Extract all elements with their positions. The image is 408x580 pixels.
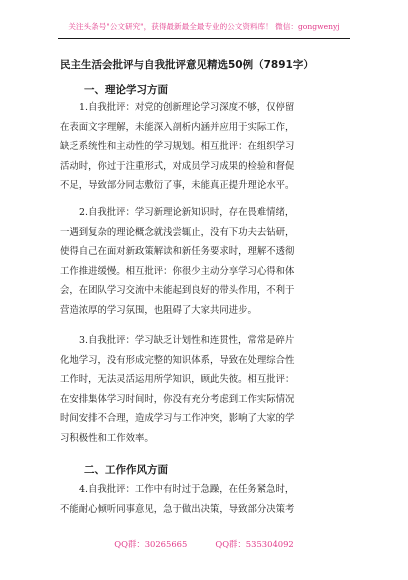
section-heading-theory: 一、理论学习方面: [84, 84, 168, 96]
paragraph-line: 不足，导致部分同志敷衍了事，未能真正提升理论水平。: [60, 180, 295, 191]
section-heading-work-style: 二、工作作风方面: [84, 464, 168, 476]
document-title: 民主生活会批评与自我批评意见精选50例（7891字）: [60, 59, 314, 71]
paragraph-3: [60, 331, 351, 448]
paragraph-line: 3.自我批评：学习缺乏计划性和连贯性，常常是碎片: [79, 335, 295, 346]
paragraph-line: 时间安排不合理，造成学习与工作冲突，影响了大家的学: [60, 413, 295, 424]
paragraph-2: [60, 203, 351, 320]
paragraph-line: 工作推进缓慢。相互批评：你很少主动分享学习心得和体: [60, 265, 295, 277]
paragraph-line: 缺乏系统性和主动性的学习规划。相互批评：在组织学习: [60, 141, 295, 152]
paragraph-line: 在表面文字理解，未能深入剖析内涵并应用于实际工作，: [60, 121, 295, 133]
paragraph-line: 4.自我批评：工作中有时过于急躁，在任务紧急时，: [79, 484, 295, 495]
footer-qq-group-2: QQ群：535304092: [215, 539, 294, 549]
paragraph-line: 2.自我批评：学习新理论新知识时，存在畏难情绪，: [79, 207, 295, 218]
paragraph-line: 会，在团队学习交流中未能起到良好的带头作用，不利于: [60, 285, 295, 296]
paragraph-line: 活动时，你过于注重形式，对成员学习成果的检验和督促: [60, 160, 295, 172]
paragraph-line: 工作时，无法灵活运用所学知识，顾此失彼。相互批评：: [60, 374, 295, 385]
footer: [0, 538, 408, 550]
paragraph-line: 1.自我批评：对党的创新理论学习深度不够，仅停留: [79, 102, 295, 113]
paragraph-line: 习积极性和工作效率。: [60, 432, 154, 444]
paragraph-line: 一遇到复杂的理论概念就浅尝辄止，没有下功夫去钻研，: [60, 226, 295, 238]
paragraph-line: 使得自己在面对新政策解读和新任务要求时，理解不透彻: [60, 246, 295, 257]
paragraph-1: [60, 98, 351, 196]
paragraph-4: [60, 480, 351, 519]
paragraph-line: 不能耐心倾听同事意见，急于做出决策，导致部分决策考: [60, 503, 295, 515]
paragraph-line: 营造浓厚的学习氛围，也阻碍了大家共同进步。: [60, 304, 257, 316]
paragraph-line: 化地学习，没有形成完整的知识体系，导致在处理综合性: [60, 354, 295, 366]
paragraph-line: 在安排集体学习时间时，你没有充分考虑到工作实际情况: [60, 393, 295, 405]
header-divider: [58, 38, 350, 39]
header-banner: 关注头条号"公文研究"，获得最新最全最专业的公文资料库！ 微信：gongwenyj: [68, 22, 340, 31]
footer-qq-group-1: QQ群：30265665: [114, 539, 188, 549]
